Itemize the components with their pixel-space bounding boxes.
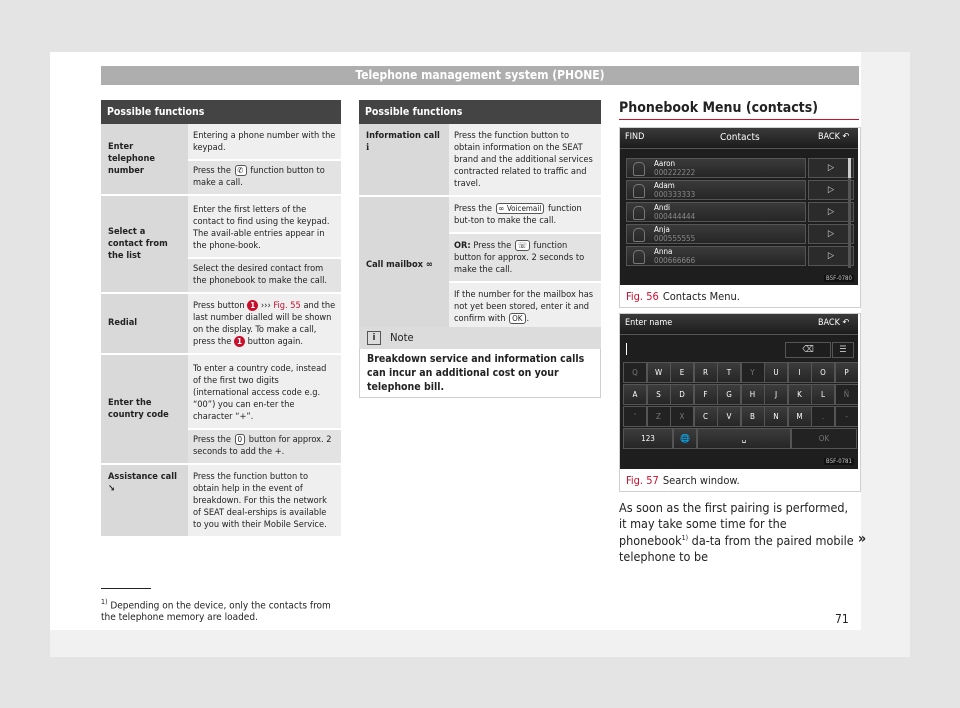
keyboard-key[interactable]: E	[670, 362, 694, 383]
keyboard-key[interactable]: O	[811, 362, 835, 383]
table-row	[101, 464, 341, 537]
mid-functions-table	[359, 100, 601, 335]
numeric-key[interactable]: 123	[623, 428, 673, 449]
keyboard-key[interactable]: T	[717, 362, 741, 383]
row-label: Select a contact from the list	[101, 195, 188, 293]
back-arrow-icon: ↶	[842, 132, 850, 142]
keyboard-key[interactable]: S	[647, 384, 671, 405]
row-text: Entering a phone number with the keypad.	[188, 124, 341, 160]
play-icon: ▷	[827, 207, 835, 217]
keyboard-key[interactable]: Q	[623, 362, 647, 383]
table-row	[101, 293, 341, 354]
figure-reference[interactable]: Fig. 55	[273, 300, 301, 311]
keyboard-key[interactable]: F	[694, 384, 718, 405]
row-text: Press the ✆ function button to make a call.	[188, 160, 341, 195]
table-row	[101, 124, 341, 160]
back-arrow-icon: ↶	[842, 318, 850, 328]
figure-code: B5F-0781	[826, 458, 852, 465]
row-text: If the number for the mailbox has not yet been stored, enter it and confirm with OK .	[449, 282, 601, 334]
keyboard-key[interactable]: D	[670, 384, 694, 405]
footnote-rule	[101, 588, 151, 589]
person-icon	[633, 162, 645, 176]
figure-caption: Fig. 57 Search window.	[626, 474, 740, 487]
row-text: Enter the first letters of the contact to find using the keypad. The avail-able entries appear in the phone-book.	[188, 195, 341, 258]
play-icon: ▷	[827, 251, 835, 261]
list-item[interactable]: Adam 000333333	[626, 180, 806, 200]
footnote: $^{1)}$ Depending on the device, only the contacts from the telephone memory are loaded.	[101, 598, 331, 624]
screen-title: Contacts	[720, 132, 760, 143]
back-button[interactable]: BACK ↶	[818, 132, 850, 142]
keyboard-key[interactable]: M	[788, 406, 812, 427]
page-number: 71	[835, 612, 849, 626]
callout-number: 1	[247, 300, 258, 311]
play-icon: ▷	[827, 229, 835, 239]
row-text: OR: Press the ☏ function button for approx. 2 seconds to make the call.	[449, 233, 601, 282]
keyboard-key[interactable]: P	[835, 362, 859, 383]
section-title: Phonebook Menu (contacts)	[619, 100, 818, 116]
figure-caption: Fig. 56 Contacts Menu.	[626, 290, 740, 303]
table-row	[101, 195, 341, 258]
row-text: To enter a country code, instead of the first two digits (international access code e.g. “00”) you can en-ter the character “+”.	[188, 354, 341, 429]
info-icon: ℹ	[366, 142, 370, 153]
keyboard-key[interactable]: U	[764, 362, 788, 383]
keyboard-key[interactable]: .	[811, 406, 835, 427]
text-cursor	[626, 343, 627, 355]
screen-title: Enter name	[625, 318, 673, 328]
keyboard-key[interactable]: L	[811, 384, 835, 405]
list-item[interactable]: Anja 000555555	[626, 224, 806, 244]
left-functions-table	[101, 100, 341, 538]
row-text: Select the desired contact from the phonebook to make the call.	[188, 258, 341, 293]
globe-key[interactable]	[673, 428, 697, 449]
globe-icon: 🌐	[680, 434, 690, 443]
row-text: Press the ∞ Voicemail function but-ton to make the call.	[449, 196, 601, 233]
table-row	[359, 124, 601, 196]
list-button[interactable]	[832, 342, 854, 358]
keyboard-key[interactable]: R	[694, 362, 718, 383]
keyboard-key[interactable]: -	[835, 406, 859, 427]
note-body: Breakdown service and information calls can incur an additional cost on your telephone bill.	[367, 353, 585, 393]
back-button[interactable]: BACK ↶	[818, 318, 850, 328]
keyboard-key[interactable]: G	[717, 384, 741, 405]
table-row	[359, 196, 601, 233]
keyboard-key[interactable]: Y	[741, 362, 765, 383]
row-label: Redial	[101, 293, 188, 354]
keyboard-key[interactable]: X	[670, 406, 694, 427]
keyboard-key[interactable]: J	[764, 384, 788, 405]
row-label: Enter telephone number	[101, 124, 188, 195]
row-label: Information call ℹ	[359, 124, 449, 196]
keyboard-key[interactable]: I	[788, 362, 812, 383]
backspace-icon: ⌫	[802, 345, 814, 355]
figure-code: B5F-0780	[826, 275, 852, 282]
person-icon	[633, 250, 645, 264]
ok-key[interactable]: OK	[791, 428, 857, 449]
person-icon	[633, 184, 645, 198]
space-key[interactable]	[697, 428, 791, 449]
row-text: Press the function button to obtain help in the event of breakdown. For this the network of SEAT deal-erships is available to you with their Mobile Service.	[188, 464, 341, 537]
keyboard-key[interactable]: A	[623, 384, 647, 405]
table-heading: Possible functions	[101, 100, 341, 124]
row-label: Assistance call ↘	[101, 464, 188, 537]
list-icon: ☰	[839, 345, 847, 355]
contacts-screen	[620, 128, 858, 285]
find-button[interactable]: FIND	[625, 132, 645, 142]
callout-number: 1	[234, 336, 245, 347]
table-heading: Possible functions	[359, 100, 601, 124]
keyboard-key[interactable]: C	[694, 406, 718, 427]
row-text: Press button 1 ››› Fig. 55 and the last number dialled will be shown on the display. To make a call, press the 1 button again.	[188, 293, 341, 354]
keyboard-key[interactable]: V	[717, 406, 741, 427]
voicemail-key: ∞ Voicemail	[496, 203, 545, 214]
body-paragraph: As soon as the first pairing is performed, it may take some time for the phonebook$^{1)}$ da-ta from the paired mobile telephone to be	[619, 500, 854, 564]
keyboard-key[interactable]: H	[741, 384, 765, 405]
keyboard-key[interactable]: K	[788, 384, 812, 405]
phone-icon: ✆	[235, 165, 247, 176]
keyboard-key[interactable]: W	[647, 362, 671, 383]
keyboard-key[interactable]: B	[741, 406, 765, 427]
keyboard-key[interactable]: Z	[647, 406, 671, 427]
play-icon: ▷	[827, 185, 835, 195]
keyboard-key[interactable]: N	[764, 406, 788, 427]
keyboard-key[interactable]: '	[623, 406, 647, 427]
continue-marker: »	[858, 531, 867, 547]
chapter-header: Telephone management system (PHONE)	[101, 66, 859, 85]
person-icon	[633, 228, 645, 242]
row-text: Press the 0 button for approx. 2 seconds to add the +.	[188, 429, 341, 464]
keyboard-key[interactable]: Ñ	[835, 384, 859, 405]
ok-key: OK	[509, 313, 525, 324]
row-label: Enter the country code	[101, 354, 188, 464]
zero-key: 0	[235, 434, 246, 445]
play-icon: ▷	[827, 163, 835, 173]
scrollbar[interactable]	[848, 158, 851, 268]
list-item[interactable]: Anna 000666666	[626, 246, 806, 266]
list-item[interactable]: Aaron 000222222	[626, 158, 806, 178]
wrench-icon: ↘	[108, 483, 115, 494]
note-header: i Note	[359, 327, 601, 349]
person-icon	[633, 206, 645, 220]
list-item[interactable]: Andi 000444444	[626, 202, 806, 222]
section-rule	[619, 119, 859, 120]
table-row	[101, 354, 341, 429]
row-text: Press the function button to obtain information on the SEAT brand and the additional services contracted related to traffic and travel.	[449, 124, 601, 196]
search-screen	[620, 314, 858, 469]
backspace-button[interactable]	[785, 342, 831, 358]
phone-icon: ☏	[515, 240, 530, 251]
row-label: Call mailbox ∞	[359, 196, 449, 334]
voicemail-icon: ∞	[425, 258, 433, 270]
info-icon: i	[367, 331, 381, 345]
space-icon: ␣	[741, 434, 747, 443]
